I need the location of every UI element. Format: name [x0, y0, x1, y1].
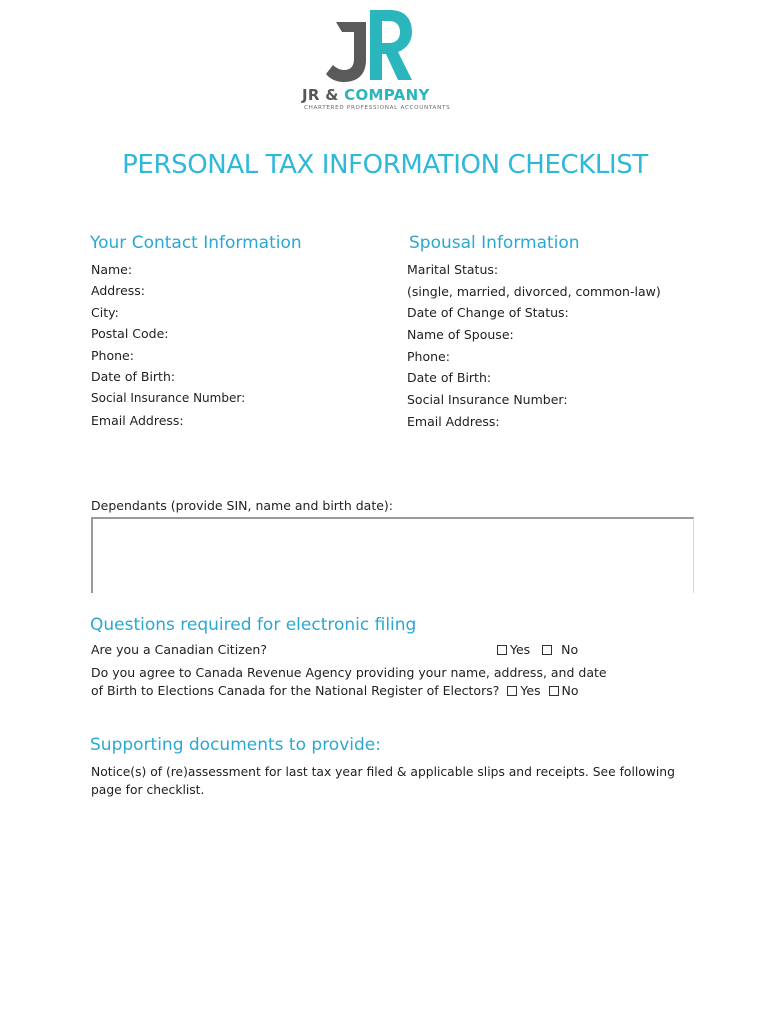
dependants-label: Dependants (provide SIN, name and birth date): [91, 498, 394, 513]
citizen-no-label: No [561, 642, 579, 657]
elections-no-checkbox[interactable] [549, 686, 559, 696]
spouse-dob-label: Date of Birth: [407, 370, 492, 385]
contact-phone-label: Phone: [91, 348, 134, 363]
jr-logo-icon [322, 8, 414, 88]
citizen-no-checkbox[interactable] [542, 645, 552, 655]
logo-wordmark: JR & COMPANY [302, 86, 430, 104]
spouse-marital-status-label: Marital Status: [407, 262, 499, 277]
spouse-marital-status-options: (single, married, divorced, common-law) [407, 284, 661, 299]
supporting-text-line-2: page for checklist. [91, 783, 205, 797]
spouse-sin-label: Social Insurance Number: [407, 392, 568, 407]
contact-email-label: Email Address: [91, 413, 184, 428]
spousal-heading: Spousal Information [409, 233, 580, 253]
contact-city-label: City: [91, 305, 119, 320]
contact-address-label: Address: [91, 283, 145, 298]
citizen-yes-checkbox[interactable] [497, 645, 507, 655]
citizen-yes-label: Yes [510, 642, 531, 657]
citizen-question: Are you a Canadian Citizen? [91, 642, 267, 657]
elections-yes-checkbox[interactable] [507, 686, 517, 696]
efiling-heading: Questions required for electronic filing [90, 615, 417, 635]
contact-heading: Your Contact Information [90, 233, 302, 253]
elections-yes-label: Yes [520, 683, 541, 698]
dependants-input-box[interactable] [91, 517, 694, 593]
supporting-heading: Supporting documents to provide: [90, 735, 381, 755]
supporting-text-line-1: Notice(s) of (re)assessment for last tax year filed & applicable slips and receipts. See following [91, 765, 675, 779]
contact-name-label: Name: [91, 262, 133, 277]
logo-subtitle: CHARTERED PROFESSIONAL ACCOUNTANTS [304, 105, 451, 111]
elections-question-line-2 [91, 683, 579, 698]
elections-question-line-1: Do you agree to Canada Revenue Agency providing your name, address, and date [91, 665, 607, 680]
elections-question-text: of Birth to Elections Canada for the National Register of Electors? [91, 683, 500, 698]
spouse-phone-label: Phone: [407, 349, 450, 364]
spouse-status-change-date-label: Date of Change of Status: [407, 305, 569, 320]
citizen-answer-group [497, 642, 578, 657]
spouse-name-label: Name of Spouse: [407, 327, 514, 342]
contact-postal-code-label: Postal Code: [91, 326, 169, 341]
elections-no-label: No [561, 683, 579, 698]
spouse-email-label: Email Address: [407, 414, 500, 429]
contact-sin-label: Social Insurance Number: [91, 391, 246, 405]
page-title: PERSONAL TAX INFORMATION CHECKLIST [122, 150, 648, 180]
contact-dob-label: Date of Birth: [91, 369, 176, 384]
